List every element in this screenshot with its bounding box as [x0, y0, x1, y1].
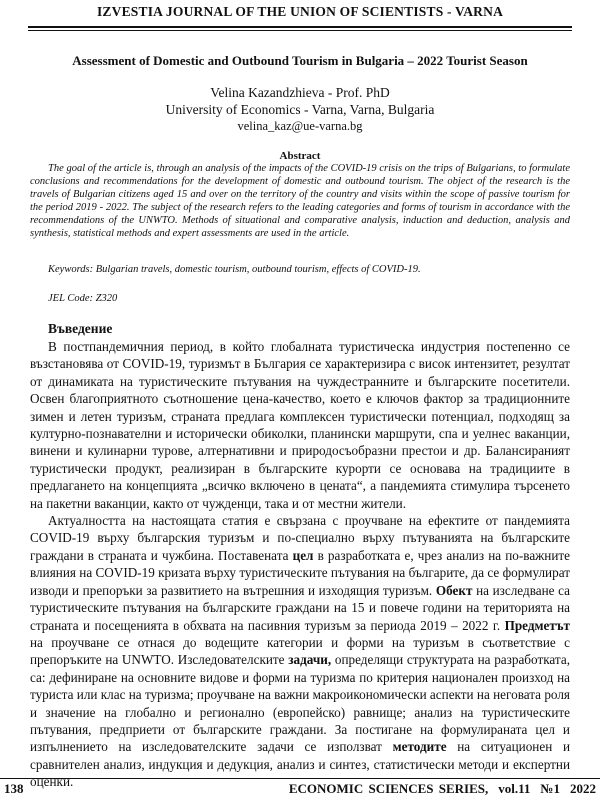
series-issue: №1 [540, 781, 560, 796]
footer-rule [0, 778, 600, 779]
p2-text-c: на изследване са туристическите пътувания на българските граждани на 15 и повече години на територията на страната и посещенията в обхвата на пасивния туризъм за периода 2019 – 2022 г. [30, 582, 570, 633]
p2-text-e: определящи структурата на разработката, са: дефиниране на основните видове и форми на туризма по критерия национален произход на туриста или клас на туризма; проучване на важни макроикономически аспекти на неговата роля и значение на глобално и регионално (европейско) равнище; анализ на туристическите пътувания, предприети от българските граждани. За постигане на формулираната цел и изпълнението на изследователските задачи се използват [30, 652, 570, 755]
series-volume: vol.11 [498, 781, 531, 796]
p2-subject: Предметът [504, 617, 570, 633]
intro-body [30, 338, 570, 791]
p2-text-b: в разработката е, чрез анализ на по-важните влияния на COVID-19 кризата върху туристическите пътувания на българите, да се формулират изводи и препоръки за развитието на вътрешния и изходящия туризъм. [30, 547, 571, 598]
journal-header: IZVESTIA JOURNAL OF THE UNION OF SCIENTISTS - VARNA [96, 4, 504, 19]
article-title: Assessment of Domestic and Outbound Tourism in Bulgaria – 2022 Tourist Season [72, 53, 528, 68]
author-affiliation: University of Economics - Varna, Varna, Bulgaria [165, 102, 435, 117]
p2-goal: цел [292, 547, 314, 563]
p2-text-f: на ситуационен и сравнителен анализ, индукция и дедукция, анализ и синтез, статистически методи и експертни оценки. [30, 739, 571, 790]
p2-methods: методите [392, 739, 447, 755]
abstract-heading: Abstract [279, 150, 321, 162]
intro-paragraph-2 [30, 512, 570, 791]
author-email: velina_kaz@ue-varna.bg [237, 119, 363, 133]
p2-text-a: Актуалността на настоящата статия е свързана с проучване на ефектите от пандемията COVID-19 върху българския туризъм и по-специално върху пътуванията на българските граждани в страната и чужбина. Поставената [30, 513, 570, 563]
author-name: Velina Kazandzhieva - Prof. PhD [210, 85, 390, 100]
header-rule-thin [28, 30, 572, 31]
footer-series [289, 781, 596, 797]
series-year: 2022 [570, 781, 596, 796]
intro-paragraph-1: В постпандемичния период, в който глобалната туристическа индустрия постепенно се възстановява от COVID-19, туризмът в България се характеризира с висок интензитет, резултат от динамиката на туристическите пътувания на чуждестранните и българските посетители. Освен благоприятното съотношение цена-качество, което е ключов фактор за традиционните зимен и летен туризъм, страната предлага комплексен туристически потенциал, подходящ за културно-познавателни и исторически обиколки, планински маршрути, спа и уелнес ваканции, винени и кулинарни турове, алтернативни и природосъобразни престои и др. Балансираният туристически продукт, реализиран в българските курорти се основава на традициите в предлагането на концепцията „всичко включено в цената“, а пандемията стимулира търсенето на пакетни ваканции, както от чужденци, така и от местни жители. [30, 339, 570, 511]
p2-tasks: задачи, [288, 652, 332, 668]
p2-text-d: на проучване се отнася до водещите категории и форми на туризъм в съответствие с препоръките на UNWTO. Изследователските [30, 634, 570, 668]
jel-code: JEL Code: Z320 [48, 293, 118, 304]
header-rule [28, 26, 572, 28]
p2-object: Обект [435, 582, 473, 598]
page-number: 138 [4, 781, 24, 796]
keywords: Keywords: Bulgarian travels, domestic tourism, outbound tourism, effects of COVID-19. [48, 264, 421, 275]
series-name: ECONOMIC SCIENCES SERIES, [288, 781, 489, 796]
abstract-text: The goal of the article is, through an analysis of the impacts of the COVID-19 crisis on the trips of Bulgarians, to formulate conclusions and recommendations for the development of domestic and outbound tourism. The object of the research is the travels of Bulgarian citizens aged 15 and over on the territory of the country and visits within the scope of passive tourism for the period 2019 - 2022. The subject of the research refers to the leading categories and forms of tourism in accordance with the recommendations of the UNWTO. Methods of situational and comparative analysis, induction and deduction, analysis and synthesis, statistical methods and expert assessments are used in the article. [30, 163, 570, 239]
author-block [20, 84, 580, 135]
intro-heading: Въведение [48, 321, 113, 336]
